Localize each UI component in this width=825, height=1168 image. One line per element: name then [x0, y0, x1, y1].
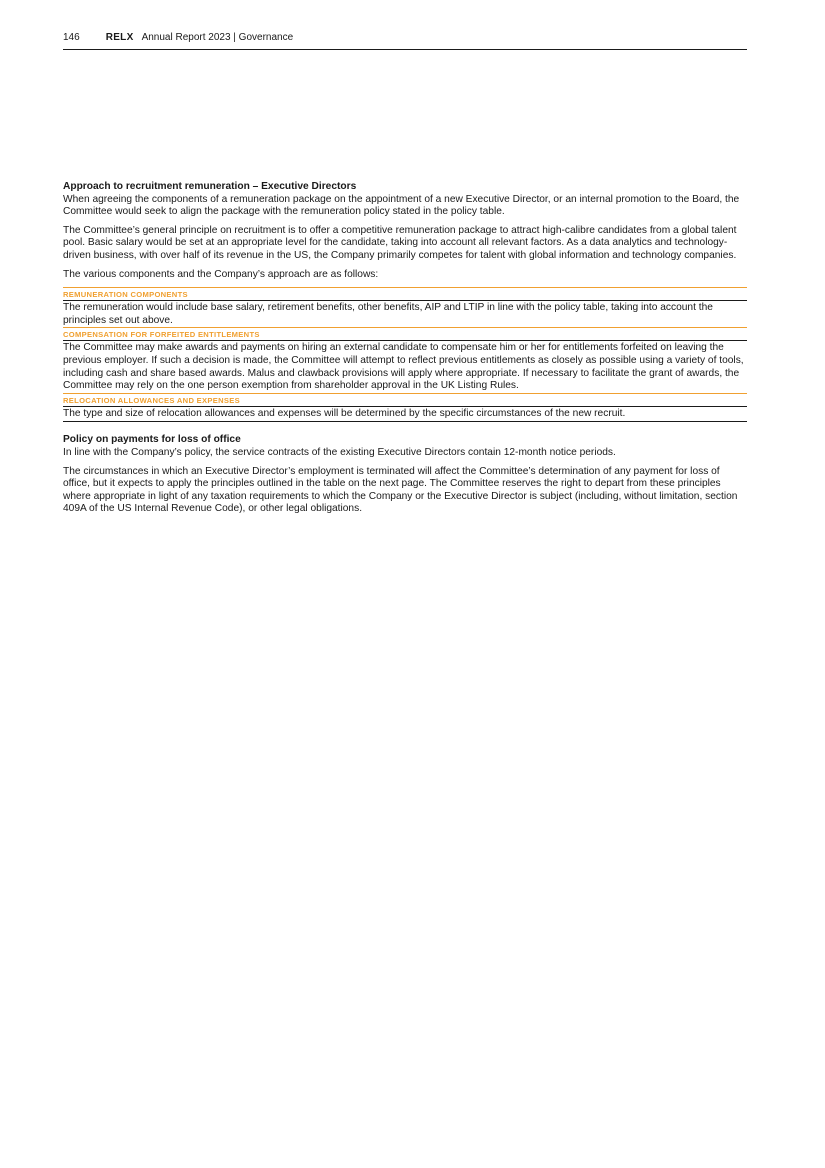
row-text: The type and size of relocation allowances and expenses will be determined by the specific circumstances of the new recruit.	[63, 407, 747, 423]
loss-of-office-paragraph: In line with the Company’s policy, the service contracts of the existing Executive Directors contain 12-month notice periods.	[63, 446, 616, 458]
page-header	[63, 31, 747, 50]
components-table	[63, 287, 747, 422]
row-title: REMUNERATION COMPONENTS	[63, 288, 747, 301]
loss-of-office-paragraph: The circumstances in which an Executive Director’s employment is terminated will affect the Committee’s determination of any payment for loss of office, but it expects to apply the principles outlined in the table on the next page. The Committee reserves the right to depart from these principles where appropriate in light of any taxation requirements to which the Company or the Executive Director is subject (including, without limitation, section 409A of the US Internal Revenue Code), or other legal obligations.	[63, 465, 738, 515]
loss-of-office-section	[63, 434, 747, 516]
section-spacer	[63, 422, 747, 434]
recruitment-paragraph: The various components and the Company’s approach are as follows:	[63, 268, 379, 280]
recruitment-paragraph: When agreeing the components of a remuneration package on the appointment of a new Executive Director, or an internal promotion to the Board, the Committee would seek to align the package with the remuneration policy stated in the policy table.	[63, 193, 740, 218]
table-row	[63, 288, 747, 327]
row-text: The remuneration would include base salary, retirement benefits, other benefits, AIP and LTIP in line with the policy table, taking into account the principles set out above.	[63, 302, 713, 326]
table-row	[63, 393, 747, 423]
brand-name: RELX	[105, 32, 134, 43]
recruitment-section	[63, 181, 747, 422]
table-row	[63, 327, 747, 392]
loss-of-office-heading: Policy on payments for loss of office	[63, 434, 241, 446]
recruitment-paragraph: The Committee’s general principle on recruitment is to offer a competitive remuneration package to attract high-calibre candidates from a global talent pool. Basic salary would be set at an appropriate level for the candidate, taking into account all relevant factors. As a data analytics and technology-driven business, with over half of its revenue in the US, the Company primarily competes for talent with global information and technology companies.	[63, 224, 737, 261]
row-title: COMPENSATION FOR FORFEITED ENTITLEMENTS	[63, 328, 747, 341]
row-text: The Committee may make awards and payments on hiring an external candidate to compensate him or her for entitlements forfeited on leaving the previous employer. If such a decision is made, the Committee will attempt to reflect previous entitlements as closely as possible using a variety of tools, including cash and share based awards. Malus and clawback provisions will apply where appropriate. If necessary to facilitate the grant of awards, the Committee may rely on the one person exemption from shareholder approval in the UK Listing Rules.	[63, 342, 744, 392]
recruitment-heading: Approach to recruitment remuneration – Executive Directors	[63, 181, 357, 192]
report-title: Annual Report 2023 | Governance	[141, 32, 294, 43]
page-number: 146	[63, 32, 80, 43]
row-title: RELOCATION ALLOWANCES AND EXPENSES	[63, 394, 747, 407]
main-content	[63, 181, 747, 522]
